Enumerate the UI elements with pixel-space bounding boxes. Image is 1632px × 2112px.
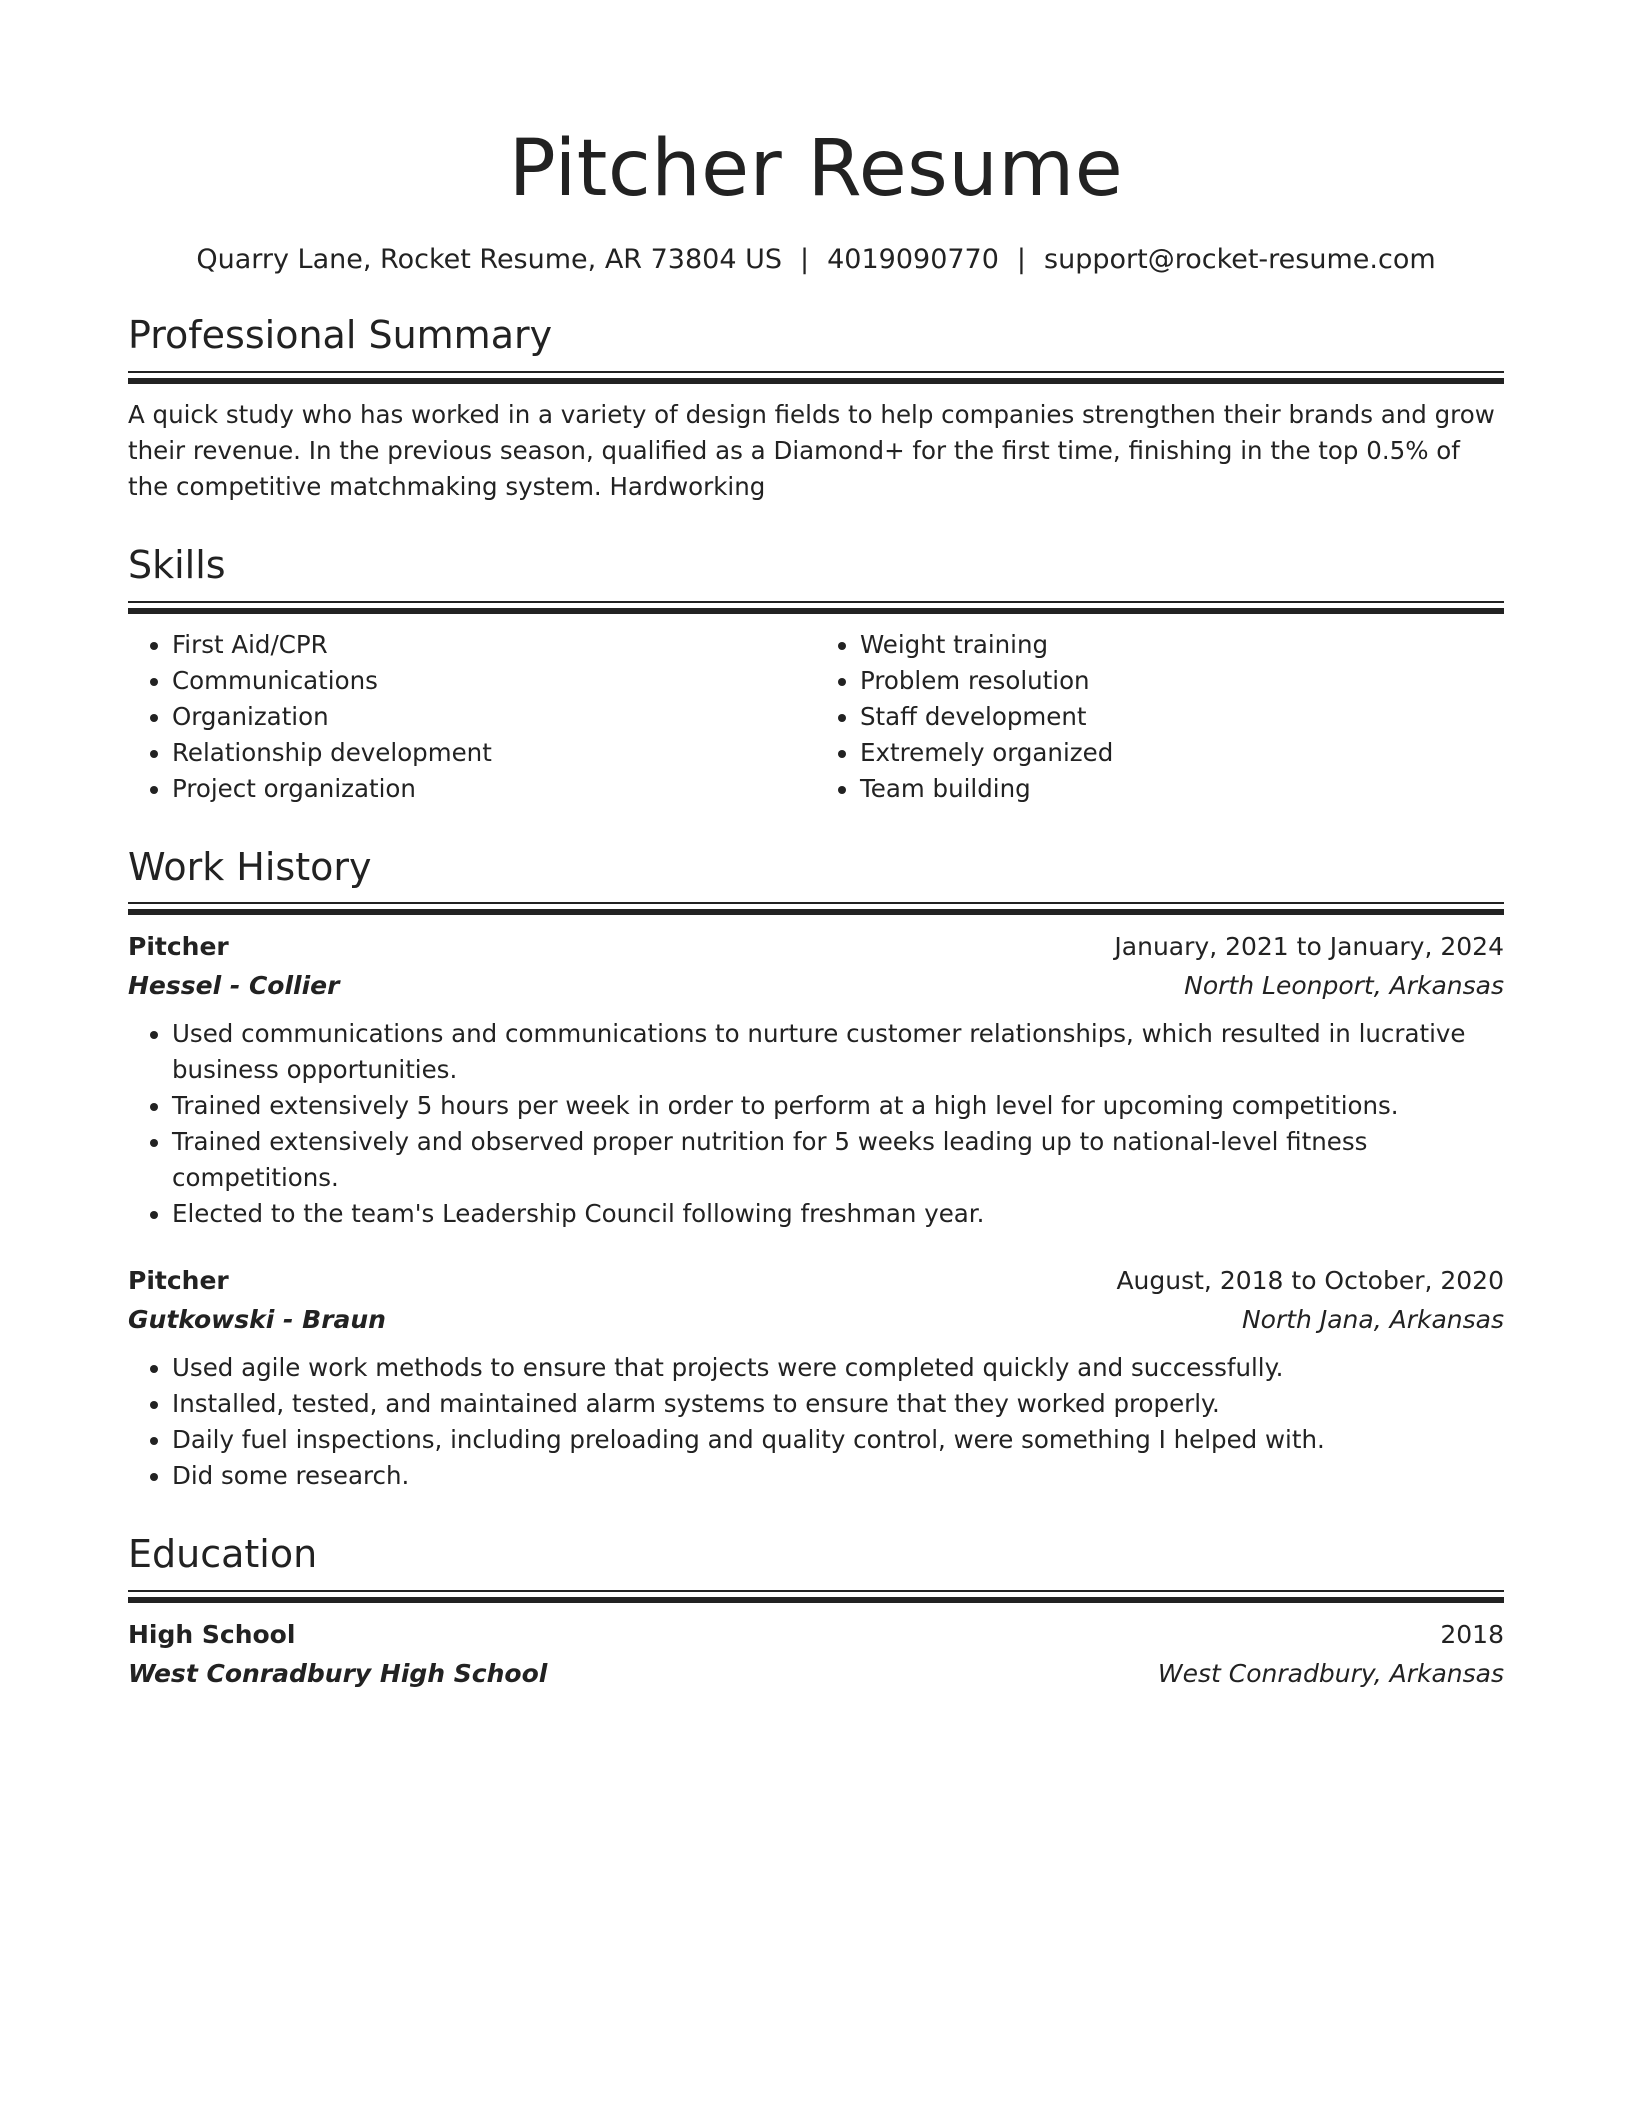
job-dates: January, 2021 to January, 2024 xyxy=(1114,932,1504,962)
education-school-row xyxy=(128,1654,1504,1694)
job-bullets xyxy=(128,1016,1504,1232)
contact-separator: | xyxy=(800,244,810,275)
section-divider xyxy=(128,371,1504,383)
job-bullet: • Trained extensively 5 hours per week in order to perform at a high level for upcoming competitions. xyxy=(172,1088,1504,1124)
education-section xyxy=(128,1534,1504,1694)
job-bullet: • Used agile work methods to ensure that projects were completed quickly and successfully. xyxy=(172,1350,1504,1386)
section-divider xyxy=(128,601,1504,613)
education-header-row xyxy=(128,1616,1504,1654)
resume-title: Pitcher Resume xyxy=(508,124,1124,214)
summary-heading: Professional Summary xyxy=(128,313,553,357)
skill-item: • Problem resolution xyxy=(860,663,1504,699)
skills-column-left xyxy=(128,627,816,807)
skill-item: • Relationship development xyxy=(172,735,816,771)
skill-item: • Communications xyxy=(172,663,816,699)
skills-heading: Skills xyxy=(128,542,226,587)
job-company-row xyxy=(128,966,1504,1006)
skills-grid xyxy=(128,627,1504,807)
contact-email: support@rocket-resume.com xyxy=(1044,244,1436,275)
education-degree: High School xyxy=(128,1620,296,1650)
summary-section xyxy=(128,315,1504,505)
skill-item: • Extremely organized xyxy=(860,735,1504,771)
job-bullet: • Installed, tested, and maintained alarm systems to ensure that they worked properly. xyxy=(172,1386,1504,1422)
education-heading: Education xyxy=(128,1532,318,1577)
job-dates: August, 2018 to October, 2020 xyxy=(1116,1266,1504,1296)
work-history-section xyxy=(128,844,1504,1495)
skills-column-right xyxy=(816,627,1504,807)
section-divider xyxy=(128,902,1504,914)
skill-item: • First Aid/CPR xyxy=(172,627,816,663)
job-title: Pitcher xyxy=(128,932,229,962)
job-title: Pitcher xyxy=(128,1266,229,1296)
skill-item: • Weight training xyxy=(860,627,1504,663)
contact-line xyxy=(128,244,1504,275)
summary-text: A quick study who has worked in a variety of design fields to help companies strengthen their brands and grow their revenue. In the previous season, qualified as a Diamond+ for the first time, finishing in the top 0.5% of the competitive matchmaking system. Hardworking xyxy=(128,399,1495,501)
job-location: North Leonport, Arkansas xyxy=(1184,971,1504,1001)
education-year: 2018 xyxy=(1440,1620,1504,1650)
contact-separator: | xyxy=(1016,244,1027,275)
job-company: Gutkowski - Braun xyxy=(128,1305,386,1335)
job-bullets xyxy=(128,1350,1504,1494)
skills-section xyxy=(128,542,1504,807)
skill-item: • Team building xyxy=(860,771,1504,807)
section-divider xyxy=(128,1590,1504,1602)
education-school: West Conradbury High School xyxy=(128,1659,548,1689)
contact-address: Quarry Lane, Rocket Resume, AR 73804 US xyxy=(196,244,783,275)
skill-item: • Staff development xyxy=(860,699,1504,735)
work-history-heading: Work History xyxy=(128,844,372,889)
education-location: West Conradbury, Arkansas xyxy=(1157,1659,1504,1689)
skill-item: • Organization xyxy=(172,699,816,735)
job-bullet: • Trained extensively and observed proper nutrition for 5 weeks leading up to national-level fitness competitions. xyxy=(172,1124,1504,1196)
skill-item: • Project organization xyxy=(172,771,816,807)
job-company: Hessel - Collier xyxy=(128,971,340,1001)
job-bullet: • Elected to the team's Leadership Council following freshman year. xyxy=(172,1196,1504,1232)
job-bullet: • Used communications and communications to nurture customer relationships, which resulted in lucrative business opportunities. xyxy=(172,1016,1504,1088)
contact-phone: 4019090770 xyxy=(827,244,999,275)
job-entry xyxy=(128,1262,1504,1494)
job-header-row xyxy=(128,1262,1504,1300)
job-location: North Jana, Arkansas xyxy=(1241,1305,1504,1335)
job-bullet: • Did some research. xyxy=(172,1458,1504,1494)
job-entry xyxy=(128,928,1504,1232)
job-header-row xyxy=(128,928,1504,966)
job-company-row xyxy=(128,1300,1504,1340)
job-bullet: • Daily fuel inspections, including preloading and quality control, were something I helped with. xyxy=(172,1422,1504,1458)
